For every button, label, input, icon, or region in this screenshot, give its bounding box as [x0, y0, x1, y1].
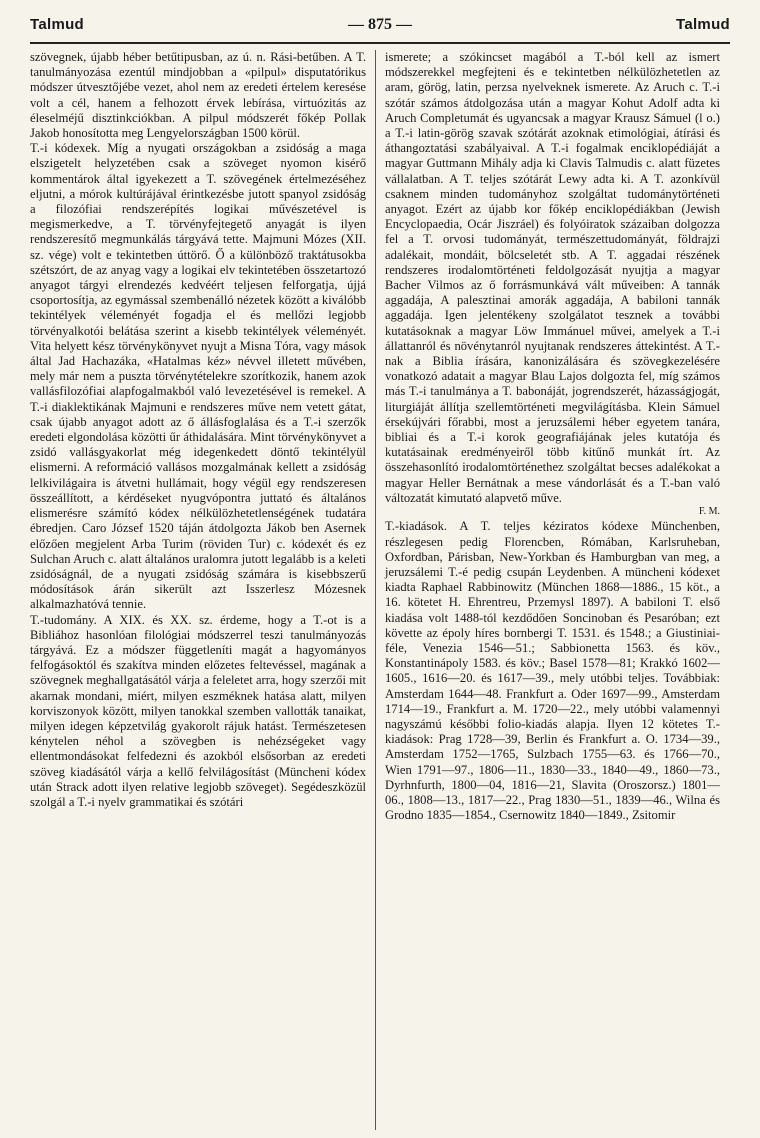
paragraph-rasi: szövegnek, újabb héber betűtipusban, az ú. n. Rási-betűben. A T. tanulmányozása ezentúl mindjobban a «pilpul» disputatórikus módszer útvesztőjébe vezet, ahol nem az eredeti értelem keresése volt a cél, hanem a felhozott érvek lebírása, virtuózitás az éleselméjű disztinkciókban. A pilpul módszerét főkép Pollak Jakob honosította meg Lengyelországban 1500 körül. — [30, 50, 366, 141]
right-column — [375, 50, 720, 1130]
header-right-word: Talmud — [675, 16, 730, 33]
page-number: — 875 — — [348, 16, 412, 33]
paragraph-szotar: ismerete; a szókincset magából a T.-ból kell az ismert módszerekkel megfejteni és e tekintetben nélkülözhetetlen az aram, görög, latin, perzsa nyelveknek ismerete. Az Aruch c. T.-i szótár számos átdolgozása után a magyar Kohut Adolf adta ki Aruch Completumát és ugyancsak a magyar Krausz Sámuel (l o.) a T.-i latin-görög szavak szótárát azoknak etimológiai, átírási és áthangoztatási szabályaival. A T.-i fogalmak enciklopédiáját a magyar Guttmann Mihály adja ki Clavis Talmudis c. alatt füzetes vállalatban. A T. teljes szótárát Lewy adta ki. A T. azonkívül csaknem minden tudományhoz szolgáltat tudománytörténeti anyagot. Ezért az újabb kor főkép enciklopédiákban (Jewish Encyclopaedia, Ocár Jiszráel) és folyóiratok százaiban dolgozza fel a T. orvosi tudományát, természettudományát, földrajzi adalékait, mondáit, bölcseletét stb. A T. aggadai részének rendszeres irodalomtörténeti feldolgozását nyujtja a magyar Bacher Vilmos az ő forrásmunkává vált műveiben: A tannák aggadája, A palesztinai amorák aggadája, A babiloni tannák aggadája. Igen jelentékeny szolgálatot tesznek a további kutatásoknak a magyar Löw Immánuel művei, amelyek a T.-i állattanról és növénytanról nyujtanak rendszeres áttekintést. A T.-nak a Biblia írására, kanonizálására és szövegkezelésére vonatkozó adatait a magyar Blau Lajos dolgozta fel, míg számos más T.-i tanulmánya a T. babonáját, jogrendszerét, házasságjogát, liturgiáját állítja szellemtörténeti megvilágításba. Klein Sámuel érsekújvári főrabbi, most a jeruzsálemi héber egyetem tanára, bibliai és a T.-i korok geografiájának jeles kutatója és kutatásainak eredményeiről több kitűnő munkát írt. Az összehasonlító irodalomtörténethez szolgáltat becses adalékokat a magyar Heller Bernátnak a mese vándorlását és a T.-ban való változatát kimutató alapvető műve. — [385, 50, 720, 505]
header-rule — [30, 42, 730, 44]
header-left-word: Talmud — [30, 16, 85, 33]
paragraph-kiadasok: T.-kiadások. A T. teljes kéziratos kódexe Münchenben, részlegesen pedig Florencben, Rómában, Karlsruheban, Oxfordban, Párisban, New-Yorkban és Hamburgban van meg, a jeruzsálemi T.-é pedig csupán Leydenben. A müncheni kódexet kiadta Raphael Rabbinowitz (München 1868—1886., 15 köt., a 16. kötetet H. Ehrentreu, Przemysl 1897). A babiloni T. első kiadása volt 1488-tól kezdődően Soncinoban és Pesaróban; ezt követte az époly híres bornbergi T. 1531. és 1548.; a Giustiniai-féle, Venezia 1546—51.; Sabbionetta 1563. és köv., Konstantinápoly 1583. és köv.; Basel 1578—81; Krakkó 1602—1605., 1616—20. és 1617—39., mely utóbbi teljes. Továbbiak: Amsterdam 1644—48. Frankfurt a. Oder 1697—99., Amsterdam 1714—19., Frankfurt a. M. 1720—22., mely utóbbi valamennyi nagyszámú későbbi folio-kiadás alapja. Ilyen 12 kötetes T.-kiadások: Prag 1728—39, Berlin és Frankfurt a. O. 1734—39., Amsterdam 1752—1765, Sulzbach 1755—63. és 1766—70., Wien 1791—97., 1806—11., 1830—33., 1840—49., 1860—73., Dyrhnfurth, 1800—04, 1816—21, Slavita (Oroszorsz.) 1801—06., 1808—13., 1817—22., Prag 1830—51., 1839—46., Wilna és Grodno 1835—1854., Csernowitz 1840—1849., Zsitomir — [385, 519, 720, 823]
left-column — [30, 50, 375, 1130]
text-columns — [30, 50, 730, 1130]
paragraph-tudomany: T.-tudomány. A XIX. és XX. sz. érdeme, hogy a T.-ot is a Bibliához hasonlóan filológiai módszerrel teszi tanulmányozás tárgyává. Ez a módszer függetleníti magát a hagyományos felfogásoktól és szakítva minden előzetes feltevéssel, magának a szövegnek meghallgatásától várja a feleletet arra, hogy szerzői mit akarnak mondani, miért, milyen eszméknek hatása alatt, milyen korviszonyok között, milyen tanokkal szemben vallották tanaikat, milyen idegen képzetvilág gyakorolt rájuk hatást. Természetesen kénytelen néhol a szövegben is nehézségeket vagy ellentmondásokat felfedezni és azokból elsősorban az eredeti szöveg kiadásától várja a kellő felvilágosítást (Müncheni kódex után Strack adott ilyen relative legjobb szöveget). Segédeszközül szolgál a T.-i nyelv grammatikai és szótári — [30, 612, 366, 809]
paragraph-kodexek: T.-i kódexek. Míg a nyugati országokban a zsidóság a maga elszigetelt helyzetében csak a szöveget nyomon kisérő kommentárok által igyekezett a T. szövegének értelmezéséhez eljutni, a mórok kultúrájával érintkezésbe jutott spanyol zsidóság a filozófiai rendszerépítés logikai művészetével is megismerkedve, a T. törvényfejtegető anyagát is ilyen rendszeresítő megmunkálás tárgyává tette. Majmuni Mózes (XII. sz. vége) volt e tekintetben úttörő. Ő a különböző traktátusokba szétszórt, de az anyag vagy a logikai elv tekintetében összetartozó anyagot tárgyi elrendezés kedvéért teljesen felforgatja, újjá csoportosítja, az egymással szembenálló nézetek között a kiválóbb tekintélyek véleményét fogadja el és mellőzi legjobb törvényalkotói belátása szerint a kisebb tekintélyek véleményét. Vita helyett kész törvénykönyvet nyujt a Misna Tóra, vagy mások által Jad Hachazáka, «Hatalmas kéz» névvel illetett művében, mely már nem a puszta törvénytételekre szorítkozik, hanem azok vallásfilozófiai alapfogalmakból való levezetésével is remekel. A T.-i diaklektikának Majmuni e rendszeres műve nem vetett gátat, csak újabb anyagot adott az ő állásfoglalása és a T.-i szerzők eredeti elgondolása közötti űr áthidalására. Mint törvénykönyvet a zsidó vallásgyakorlat még idegenkedett döntő tekintélyül elismerni. A reformáció vallásos mozgalmának kellett a zsidóság lelkivilágaira is átvetni hullámait, hogy végül egy rendszeresen összeállított, a kérdéseket nyugvópontra juttató és általános elismerésre számító kódex nélkülözhetetlenségének tudatára ébredjen. Caro József 1520 táján átdolgozta Jákob ben Asernek előzően megjelent Arba Turim (röviden Tur) c. kódexét és ez Sulchan Aruch c. alatt általános uralomra jutott legalább is a keleti zsidóságnál, de a nyugati zsidóság számára is kisebbszerű módosítások árán sikerült azt Isszerlesz Mózesnek alkalmazhatóvá tennie. — [30, 141, 366, 612]
author-signature: F. M. — [698, 506, 720, 518]
running-header — [30, 10, 730, 38]
